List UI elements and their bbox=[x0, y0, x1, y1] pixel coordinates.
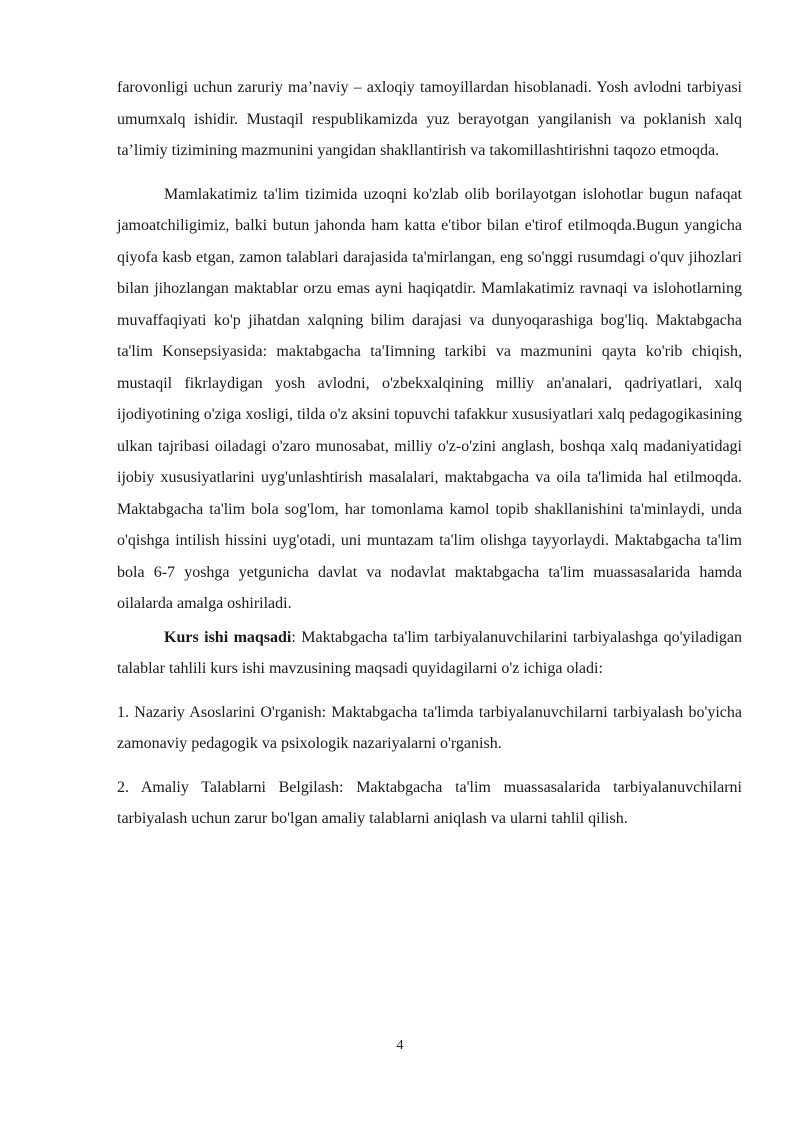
paragraph-1: farovonligi uchun zaruriy ma’naviy – axloqiy tamoyillardan hisoblanadi. Yosh avlodni tarbiyasi umumxalq ishidir. Mustaqil respublikamizda yuz berayotgan yangilanish va poklanish xalq ta’limiy tizimining mazmunini yangidan shakllantirish va takomillashtirishni taqozo etmoqda. bbox=[117, 79, 742, 159]
page-content bbox=[117, 72, 742, 835]
course-goal-heading: Kurs ishi maqsadi bbox=[164, 628, 292, 646]
paragraph-2: Mamlakatimiz ta'lim tizimida uzoqni ko'zlab olib borilayotgan islohotlar bugun nafaqat jamoatchiligimiz, balki butun jahonda ham katta e'tibor bilan e'tirof etilmoqda.Bugun yangicha qiyofa kasb etgan, zamon talablari darajasida ta'mirlangan, eng so'nggi rusumdagi o'quv jihozlari bilan jihozlangan maktablar orzu emas ayni haqiqatdir. Mamlakatimiz ravnaqi va islohotlarning muvaffaqiyati ko'p jihatdan xalqning bilim darajasi va dunyoqarashiga bog'liq. Maktabgacha ta'lim Konsepsiyasida: maktabgacha ta'Iimning tarkibi va mazmunini qayta ko'rib chiqish, mustaqil fikrlaydigan yosh avlodni, o'zbekxalqining milliy an'analari, qadriyatlari, xalq ijodiyotining o'ziga xosligi, tilda o'z aksini topuvchi tafakkur xususiyatlari xalq pedagogikasining ulkan tajribasi oiladagi o'zaro munosabat, milliy o'z-o'zini anglash, boshqa xalq madaniyatidagi ijobiy xususiyatlarini uyg'unlashtirish masalalari, maktabgacha va oila ta'limida hal etilmoqda. Maktabgacha ta'lim bola sog'lom, har tomonlama kamol topib shakllanishini ta'minlaydi, unda o'qishga intilish hissini uyg'otadi, uni muntazam ta'lim olishga tayyorlaydi. Maktabgacha ta'lim bola 6-7 yoshga yetgunicha davlat va nodavlat maktabgacha ta'lim muassasalarida hamda oilalarda amalga oshiriladi. bbox=[117, 185, 742, 612]
course-goal-text: : Maktabgacha ta'lim tarbiyalanuvchilarini tarbiyalashga qo'yiladigan talablar tahlili kurs ishi mavzusining maqsadi quyidagilarni o'z ichiga oladi: bbox=[117, 628, 743, 677]
list-item-1: 1. Nazariy Asoslarini O'rganish: Maktabgacha ta'limda tarbiyalanuvchilarni tarbiyalash bo'yicha zamonaviy pedagogik va psixologik nazariyalarni o'rganish. bbox=[117, 703, 742, 752]
list-item-2: 2. Amaliy Talablarni Belgilash: Maktabgacha ta'lim muassasalarida tarbiyalanuvchilarni tarbiyalash uchun zarur bo'lgan amaliy talablarni aniqlash va ularni tahlil qilish. bbox=[117, 778, 742, 827]
paragraph-3 bbox=[117, 622, 742, 685]
page-number: 4 bbox=[396, 1038, 404, 1053]
